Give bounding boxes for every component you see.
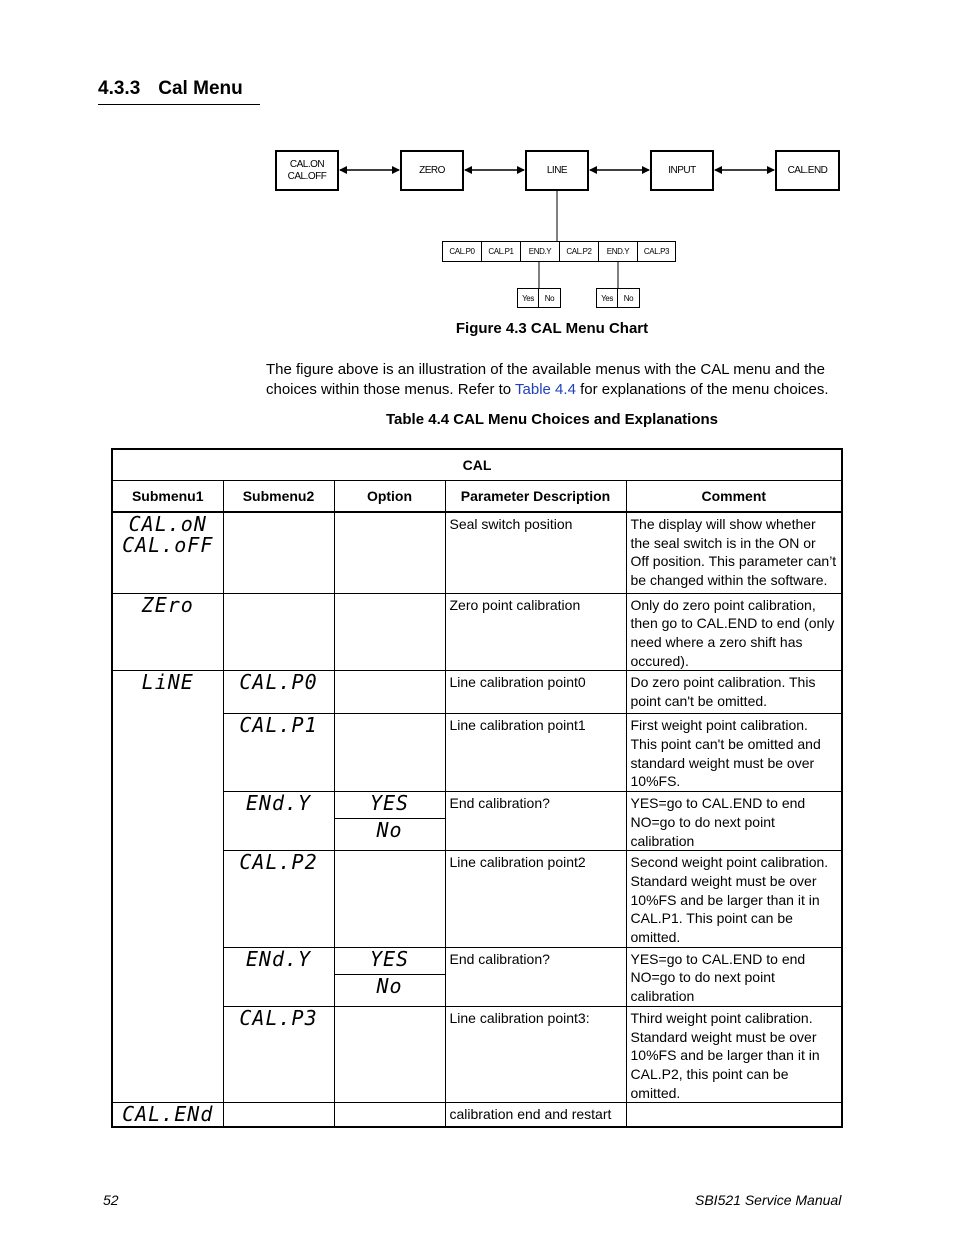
cell-comment-text: Third weight point calibration. Standard weight must be over 10%FS and be larger than it in CAL.P2, this point can be omitted. bbox=[630, 1009, 820, 1101]
chart-yes-1-label: Yes bbox=[522, 293, 534, 303]
cell-comment-text: Do zero point calibration. This point can't be omitted. bbox=[630, 674, 816, 710]
seg-display-yes: YES bbox=[335, 948, 445, 975]
table-reference-link[interactable]: Table 4.4 bbox=[515, 381, 576, 398]
cell-comment-text bbox=[627, 1103, 842, 1105]
cell-option bbox=[334, 1006, 445, 1103]
figure-caption bbox=[0, 320, 954, 337]
cell-comment-text: YES=go to CAL.END to end NO=go to do next point calibration bbox=[630, 950, 806, 1005]
cell-description bbox=[445, 714, 626, 792]
table-row bbox=[112, 593, 842, 671]
cell-comment bbox=[626, 1006, 842, 1103]
chart-yes-2-label: Yes bbox=[601, 293, 613, 303]
cell-submenu1 bbox=[112, 671, 223, 1103]
cell-comment-text: Only do zero point calibration, then go to CAL.END to end (only need where a zero shift has occured). bbox=[630, 596, 835, 669]
chart-subbox-calp3-label: CAL.P3 bbox=[643, 247, 670, 256]
cell-description bbox=[445, 1006, 626, 1103]
chart-subbox-calp1 bbox=[481, 241, 521, 262]
chart-no-1 bbox=[538, 288, 561, 308]
manual-title: SBI521 Service Manual bbox=[695, 1192, 842, 1208]
cell-description-text: Line calibration point0 bbox=[449, 674, 586, 691]
cell-description-text: End calibration? bbox=[449, 950, 550, 967]
seg-display-endy: ENd.Y bbox=[245, 791, 312, 816]
cell-comment bbox=[626, 512, 842, 593]
col-header-comment: Comment bbox=[626, 481, 842, 513]
col-header-parameter-description: Parameter Description bbox=[445, 481, 626, 513]
chart-box-calend-label: CAL.END bbox=[787, 164, 828, 176]
seg-display-yes: YES bbox=[335, 792, 445, 819]
figure-caption-text: Figure 4.3 CAL Menu Chart bbox=[455, 320, 649, 337]
cell-description bbox=[445, 593, 626, 671]
cell-submenu2 bbox=[223, 1006, 334, 1103]
chart-box-line-label: LINE bbox=[546, 164, 568, 176]
cell-comment bbox=[626, 671, 842, 714]
chart-no-2-label: No bbox=[623, 293, 634, 303]
chart-box-calon-line2: CAL.OFF bbox=[287, 170, 327, 182]
table-row bbox=[112, 671, 842, 714]
intro-paragraph bbox=[266, 360, 866, 400]
cell-option bbox=[334, 593, 445, 671]
cell-comment bbox=[626, 714, 842, 792]
col-header-submenu2: Submenu2 bbox=[223, 481, 334, 513]
paragraph-text-before: The figure above is an illustration of the available menus with the CAL menu and the choices within those menus. Refer to bbox=[266, 361, 825, 398]
chart-subbox-endy1-label: END.Y bbox=[528, 247, 552, 256]
chart-subbox-calp2 bbox=[559, 241, 599, 262]
chart-yes-1 bbox=[517, 288, 539, 308]
cell-option bbox=[334, 671, 445, 714]
cell-submenu2 bbox=[223, 593, 334, 671]
cell-description bbox=[445, 851, 626, 948]
seg-display-line: LiNE bbox=[141, 670, 194, 695]
chart-subbox-endy2 bbox=[598, 241, 638, 262]
chart-yes-2 bbox=[596, 288, 618, 308]
cell-description bbox=[445, 512, 626, 593]
cell-description-text: Line calibration point2 bbox=[449, 854, 586, 871]
chart-subbox-calp2-label: CAL.P2 bbox=[566, 247, 592, 256]
seg-display-calp1: CAL.P1 bbox=[239, 713, 318, 738]
cell-comment-text: First weight point calibration. This point can't be omitted and standard weight must be over 10%FS. bbox=[630, 717, 821, 790]
chart-box-zero-label: ZERO bbox=[419, 164, 445, 176]
table-title: CAL bbox=[112, 449, 842, 481]
cell-option bbox=[334, 851, 445, 948]
cal-menu-table bbox=[111, 448, 843, 1128]
col-header-submenu1: Submenu1 bbox=[112, 481, 223, 513]
seg-display-zero: ZEro bbox=[141, 592, 194, 617]
col-header-option: Option bbox=[334, 481, 445, 513]
chart-subbox-calp1-label: CAL.P1 bbox=[488, 247, 514, 256]
cell-submenu2 bbox=[223, 1103, 334, 1127]
cell-comment-text: Second weight point calibration. Standard weight must be over 10%FS and be larger than it in CAL.P1. This point can be omitted. bbox=[630, 854, 829, 946]
cell-submenu1 bbox=[112, 512, 223, 593]
cell-description bbox=[445, 671, 626, 714]
seg-display-endy: ENd.Y bbox=[245, 946, 312, 971]
chart-subbox-endy1 bbox=[520, 241, 560, 262]
chart-box-input-label: INPUT bbox=[668, 164, 696, 176]
seg-display-calend: CAL.ENd bbox=[122, 1102, 214, 1127]
cell-comment bbox=[626, 593, 842, 671]
cell-comment bbox=[626, 792, 842, 851]
cell-option bbox=[334, 947, 445, 1006]
cell-comment-text: YES=go to CAL.END to end NO=go to do next point calibration bbox=[630, 795, 806, 849]
chart-subbox-calp0-label: CAL.P0 bbox=[449, 247, 475, 256]
cell-description bbox=[445, 947, 626, 1006]
cell-submenu2 bbox=[223, 512, 334, 593]
table-row bbox=[112, 1103, 842, 1127]
chart-box-calon bbox=[275, 150, 339, 191]
cell-submenu2 bbox=[223, 671, 334, 714]
section-number: 4.3.3 bbox=[98, 78, 141, 99]
chart-box-calon-line1: CAL.ON bbox=[289, 158, 325, 170]
chart-subbox-endy2-label: END.Y bbox=[606, 247, 630, 256]
chart-no-2 bbox=[617, 288, 640, 308]
cell-description-text: calibration end and restart bbox=[449, 1106, 612, 1123]
cell-description-text: Line calibration point3: bbox=[449, 1009, 590, 1026]
cal-menu-chart bbox=[0, 0, 954, 320]
seg-display-caloff: CAL.oFF bbox=[122, 533, 214, 557]
cell-comment bbox=[626, 851, 842, 948]
seg-display-no: No bbox=[376, 818, 403, 843]
page-number: 52 bbox=[103, 1192, 119, 1208]
cell-description bbox=[445, 792, 626, 851]
table-row bbox=[112, 512, 842, 593]
chart-box-calend bbox=[775, 150, 840, 191]
cell-comment bbox=[626, 947, 842, 1006]
cell-option bbox=[334, 792, 445, 851]
cell-submenu2 bbox=[223, 792, 334, 851]
cell-option bbox=[334, 1103, 445, 1127]
section-title: Cal Menu bbox=[158, 78, 243, 99]
cell-comment bbox=[626, 1103, 842, 1127]
chart-no-1-label: No bbox=[544, 293, 555, 303]
seg-display-calp3: CAL.P3 bbox=[239, 1005, 318, 1030]
seg-display-no: No bbox=[376, 973, 403, 998]
chart-box-line bbox=[525, 150, 589, 191]
cell-description-text: End calibration? bbox=[449, 795, 550, 812]
seg-display-calp0: CAL.P0 bbox=[239, 670, 318, 695]
cell-submenu2 bbox=[223, 947, 334, 1006]
cell-description bbox=[445, 1103, 626, 1127]
chart-subbox-calp0 bbox=[442, 241, 482, 262]
cell-description-text: Line calibration point1 bbox=[449, 717, 586, 734]
cell-option bbox=[334, 714, 445, 792]
seg-display-calp2: CAL.P2 bbox=[239, 850, 318, 875]
paragraph-text-after: for explanations of the menu choices. bbox=[575, 381, 829, 398]
table-caption: Table 4.4 CAL Menu Choices and Explanations bbox=[386, 411, 719, 428]
cell-comment-text: The display will show whether the seal switch is in the ON or Off position. This parameter can’t be changed within the software. bbox=[630, 516, 837, 589]
chart-box-zero bbox=[400, 150, 464, 191]
cell-submenu2 bbox=[223, 714, 334, 792]
cell-description-text: Zero point calibration bbox=[449, 596, 581, 613]
seg-display-calon: CAL.oN bbox=[128, 512, 207, 536]
cell-submenu1 bbox=[112, 593, 223, 671]
chart-box-input bbox=[650, 150, 714, 191]
cell-submenu1 bbox=[112, 1103, 223, 1127]
cell-submenu2 bbox=[223, 851, 334, 948]
cell-description-text: Seal switch position bbox=[449, 516, 573, 532]
chart-subbox-calp3 bbox=[637, 241, 676, 262]
cell-option bbox=[334, 512, 445, 593]
